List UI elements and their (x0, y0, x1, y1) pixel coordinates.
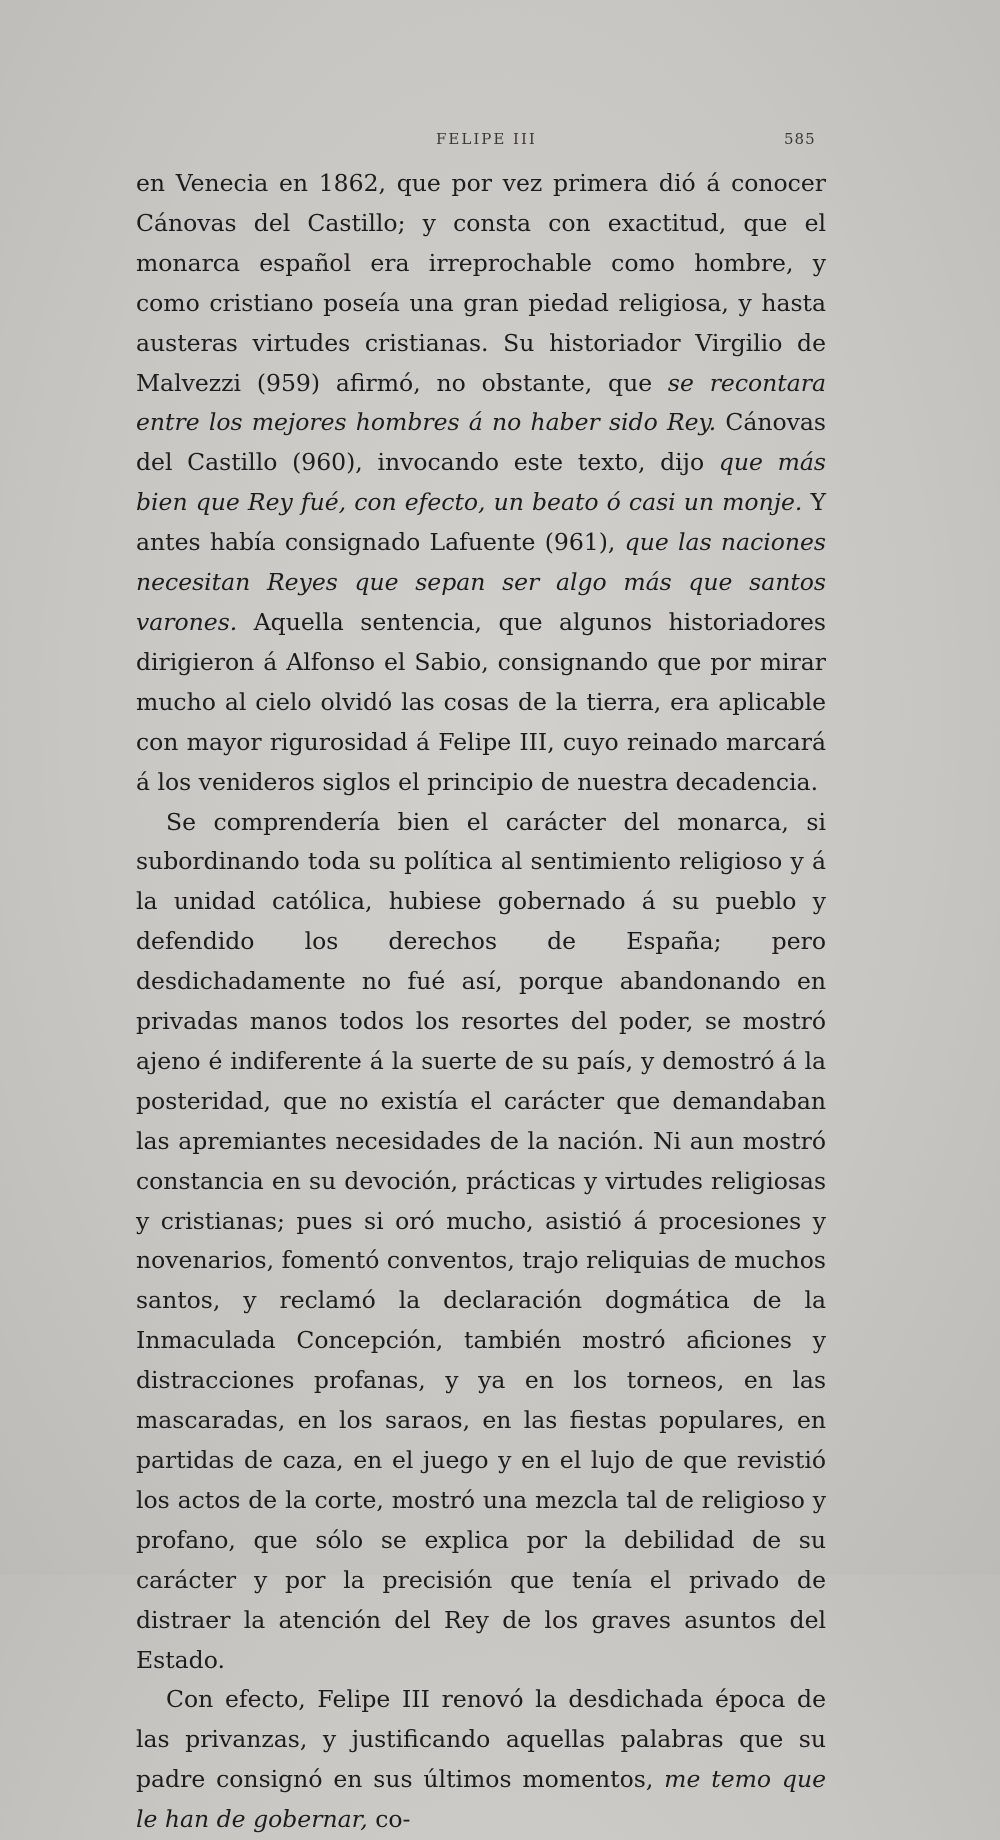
text-segment: co- (367, 1805, 411, 1834)
text-segment: Aquella sentencia, que algunos historiadores dirigieron á Alfonso el Sabio, consignando que por mirar mucho al cielo olvidó las cosas de la tierra, era aplicable con mayor rigurosidad á Felipe III, cuyo reinado marcará á los venideros siglos el principio de nuestra decadencia. (136, 607, 826, 796)
text-segment: Cánovas del Castillo (960), invocando este texto, dijo (136, 408, 826, 477)
running-title: FELIPE III (436, 130, 537, 148)
paragraph-1 (136, 164, 826, 803)
body-text (136, 164, 826, 1840)
text-segment: en Venecia en 1862, que por vez primera dió á conocer Cánovas del Castillo; y consta con exactitud, que el monarca español era irreprochable como hombre, y como cristiano poseía una gran piedad religiosa, y hasta austeras virtudes cristianas. Su historiador Virgilio de Malvezzi (959) afirmó, no obstante, que (136, 169, 826, 397)
text-segment: Y antes había consignado Lafuente (961), (136, 488, 826, 557)
paragraph-3 (136, 1680, 826, 1840)
text-segment: Con efecto, Felipe III renovó la desdichada época de las privanzas, y justificando aquellas palabras que su padre consignó en sus últimos momentos, (136, 1685, 826, 1794)
italic-quote: que las naciones necesitan Reyes que sepan ser algo más que santos varones. (136, 528, 826, 636)
page-number: 585 (784, 130, 816, 148)
running-head (0, 130, 1000, 154)
text-segment: Se comprendería bien el carácter del monarca, si subordinando toda su política al sentimiento religioso y á la unidad católica, hubiese gobernado á su pueblo y defendido los derechos de España; pero desdichadamente no fué así, porque abandonando en privadas manos todos los resortes del poder, se mostró ajeno é indiferente á la suerte de su país, y demostró á la posteridad, que no existía el carácter que demandaban las apremiantes necesidades de la nación. Ni aun mostró constancia en su devoción, prácticas y virtudes religiosas y cristianas; pues si oró mucho, asistió á procesiones y novenarios, fomentó conventos, trajo reliquias de muchos santos, y reclamó la declaración dogmática de la Inmaculada Concepción, también mostró aficiones y distracciones profanas, y ya en los torneos, en las mascaradas, en los saraos, en las fiestas populares, en partidas de caza, en el juego y en el lujo de que revistió los actos de la corte, mostró una mezcla tal de religioso y profano, que sólo se explica por la debilidad de su carácter y por la precisión que tenía el privado de distraer la atención del Rey de los graves asuntos del Estado. (136, 807, 826, 1674)
paragraph-2 (136, 803, 826, 1681)
italic-quote: me temo que le han de gobernar, (136, 1765, 826, 1834)
italic-quote: que más bien que Rey fué, con efecto, un beato ó casi un monje. (136, 448, 826, 517)
italic-quote: se recontara entre los mejores hombres á no haber sido Rey. (136, 368, 826, 437)
